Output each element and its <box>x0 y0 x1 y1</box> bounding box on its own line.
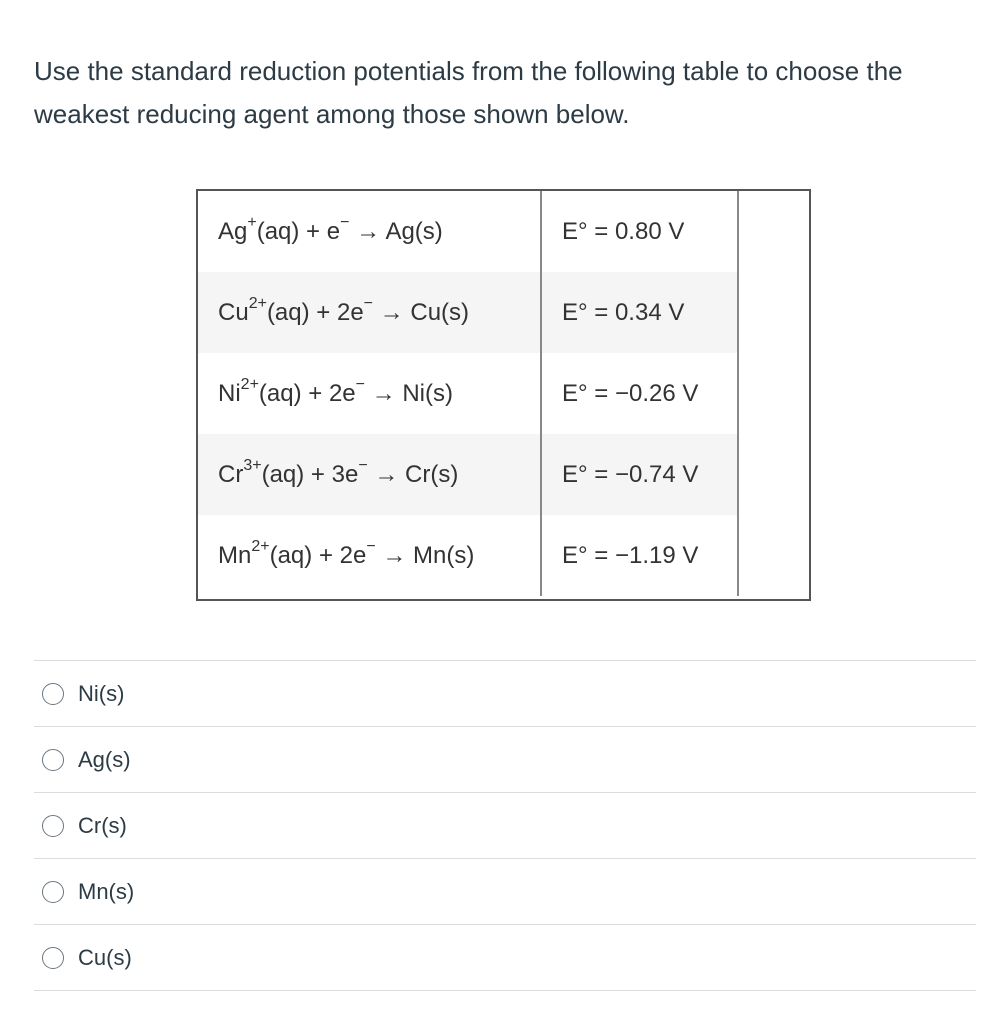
reaction-cell: $Cu^{2+}(aq) + 2e^- \to Cu(s)$ <box>198 272 541 353</box>
potential-cell: E° = −1.19 V <box>541 515 738 596</box>
answer-option-mn[interactable] <box>34 858 976 924</box>
potential-cell: E° = −0.74 V <box>541 434 738 515</box>
potential-cell: E° = 0.80 V <box>541 191 738 272</box>
question-text: Use the standard reduction potentials from the following table to choose the weakest reducing agent among those shown below. <box>34 56 903 129</box>
answer-options <box>34 660 976 991</box>
radio-button[interactable] <box>42 815 64 837</box>
option-label: Cu(s) <box>78 944 132 970</box>
radio-button[interactable] <box>42 947 64 969</box>
option-label: Ag(s) <box>78 746 131 772</box>
reaction-cell: $Mn^{2+}(aq) + 2e^- \to Mn(s)$ <box>198 515 541 596</box>
option-label: Cr(s) <box>78 812 127 838</box>
reaction-cell: Ag+(aq) + e− → Ag(s) <box>198 191 541 272</box>
potential-cell: E° = 0.34 V <box>541 272 738 353</box>
radio-button[interactable] <box>42 749 64 771</box>
answer-option-ag[interactable] <box>34 726 976 792</box>
radio-button[interactable] <box>42 683 64 705</box>
table-row <box>198 272 738 353</box>
potential-cell: E° = −0.26 V <box>541 353 738 434</box>
option-label: Ni(s) <box>78 680 125 706</box>
table-row <box>198 434 738 515</box>
answer-option-cu[interactable] <box>34 924 976 991</box>
option-label: Mn(s) <box>78 878 135 904</box>
potentials-grid <box>198 191 739 596</box>
reaction-cell: $Ni^{2+}(aq) + 2e^- \to Ni(s)$ <box>198 353 541 434</box>
answer-option-ni[interactable] <box>34 660 976 726</box>
radio-button[interactable] <box>42 881 64 903</box>
answer-option-cr[interactable] <box>34 792 976 858</box>
table-row <box>198 353 738 434</box>
table-row <box>198 515 738 596</box>
reaction-cell: $Cr^{3+}(aq) + 3e^- \to Cr(s)$ <box>198 434 541 515</box>
table-row <box>198 191 738 272</box>
reduction-potentials-table <box>196 189 811 601</box>
